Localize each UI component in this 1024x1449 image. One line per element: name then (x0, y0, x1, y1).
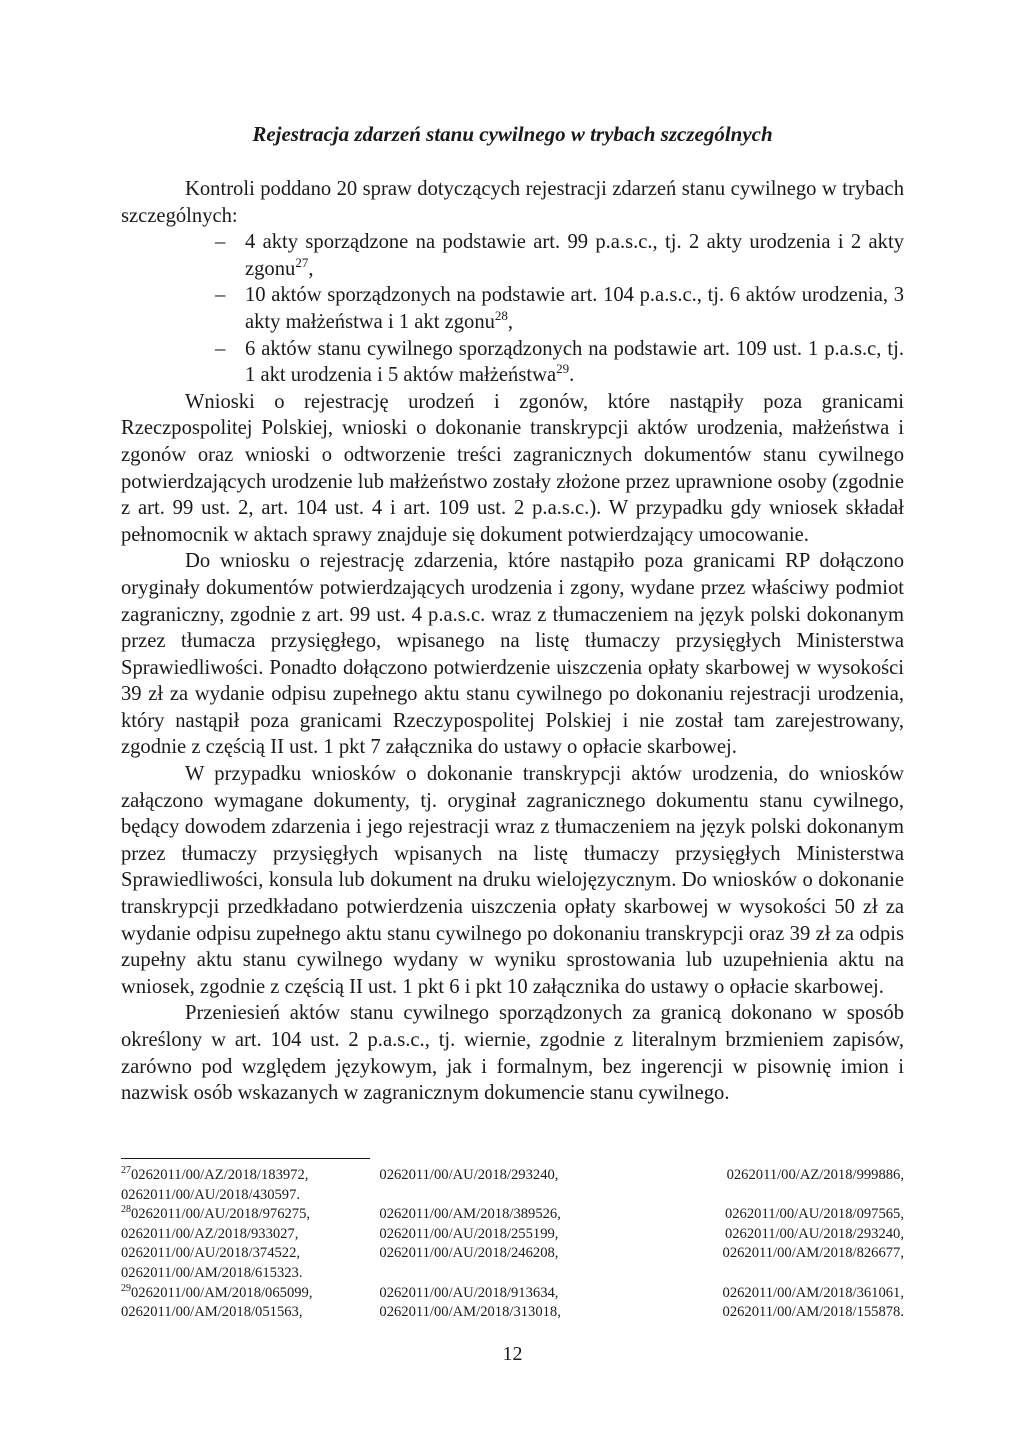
footnote-entry: 0262011/00/AM/2018/615323. (121, 1264, 303, 1281)
footnote-entry: 0262011/00/AU/2018/293240, (724, 1225, 904, 1242)
footnote-entry (646, 1264, 904, 1284)
intro-paragraph: Kontroli poddano 20 spraw dotyczących rejestracji zdarzeń stanu cywilnego w trybach szczególnych: (121, 178, 904, 227)
footnote-entry: 0262011/00/AZ/2018/999886, (726, 1167, 904, 1183)
footnote-entry (646, 1186, 904, 1206)
footnote-entry: 0262011/00/AU/2018/097565, (724, 1206, 904, 1223)
footnote-entry: 0262011/00/AU/2018/293240, (379, 1167, 559, 1183)
footnote-entry: 0262011/00/AU/2018/430597. (121, 1186, 301, 1203)
footnote-row (121, 1284, 904, 1304)
footnote-row (121, 1205, 904, 1225)
footnote-entry: 0262011/00/AU/2018/246208, (379, 1245, 559, 1262)
footnotes (121, 1166, 904, 1323)
list-item-text: 6 aktów stanu cywilnego sporządzonych na podstawie art. 109 ust. 1 p.a.s.c, tj. 1 akt urodzenia i 5 aktów małżeństwa (245, 337, 904, 387)
list-item-text: 4 akty sporządzone na podstawie art. 99 p.a.s.c., tj. 2 akty urodzenia i 2 akty zgonu (245, 231, 904, 280)
footnote-row (121, 1244, 904, 1264)
footnote-cell (121, 1166, 379, 1186)
footnote-number: 28 (121, 1204, 131, 1216)
footnote-entry: 0262011/00/AU/2018/374522, (121, 1245, 301, 1262)
footnote-entry (379, 1186, 645, 1206)
footnote-row (121, 1225, 904, 1245)
footnote-cell (121, 1284, 379, 1304)
footnote-ref: 27 (295, 254, 309, 270)
footnote-row (121, 1303, 904, 1323)
footnote-number: 29 (121, 1282, 131, 1294)
footnote-number: 27 (121, 1165, 131, 1177)
footnote-entry: 0262011/00/AM/2018/389526, (379, 1206, 561, 1223)
footnote-entry: 0262011/00/AM/2018/155878. (722, 1304, 904, 1321)
section-heading: Rejestracja zdarzeń stanu cywilnego w trybach szczególnych (252, 122, 773, 146)
footnote-ref: 28 (494, 308, 508, 324)
body-paragraph: Przeniesień aktów stanu cywilnego sporządzonych za granicą dokonano w sposób określony w art. 104 ust. 2 p.a.s.c., tj. wiernie, zgodnie z literalnym brzmieniem zapisów, zarówno pod względem językowym, jak i formalnym, bez ingerencji w pisownię imion i nazwisk osób wskazanych w zagranicznym dokumencie stanu cywilnego. (121, 1002, 904, 1105)
footnote-entry: 0262011/00/AM/2018/361061, (722, 1284, 904, 1301)
list-item-punct: , (308, 257, 314, 280)
list-item (245, 229, 904, 282)
footnote-entry: 0262011/00/AM/2018/313018, (379, 1304, 561, 1321)
footnote-entry: 0262011/00/AM/2018/051563, (121, 1304, 303, 1321)
body-paragraph: W przypadku wniosków o dokonanie transkrypcji aktów urodzenia, do wniosków załączono wymagane dokumenty, tj. oryginał zagranicznego dokumentu stanu cywilnego, będący dowodem zdarzenia i jego rejestracji wraz z tłumaczeniem na język polski dokonanym przez tłumaczy przysięgłych wpisanych na listę tłumaczy przysięgłych Ministerstwa Sprawiedliwości, konsula lub dokument na druku wielojęzycznym. Do wniosków o dokonanie transkrypcji przedkładano potwierdzenia uiszczenia opłaty skarbowej w wysokości 50 zł za wydanie odpisu zupełnego aktu stanu cywilnego po dokonaniu transkrypcji oraz 39 zł za odpis zupełny aktu stanu cywilnego wydany w wyniku sprostowania lub uzupełnienia aktu na wniosek, zgodnie z częścią II ust. 1 pkt 6 i pkt 10 załącznika do ustawy o opłacie skarbowej. (121, 763, 904, 998)
footnote-row (121, 1264, 904, 1284)
footnote-ref: 29 (556, 361, 570, 377)
footnote-row (121, 1186, 904, 1206)
footnote-entry: 0262011/00/AM/2018/065099, (131, 1284, 313, 1301)
footnote-entry: 0262011/00/AU/2018/913634, (379, 1284, 559, 1301)
footnote-row (121, 1166, 904, 1186)
list-item-punct: . (569, 364, 575, 387)
footnote-cell (121, 1205, 379, 1225)
document-body (121, 176, 904, 1107)
footnote-entry: 0262011/00/AU/2018/976275, (131, 1206, 311, 1223)
footnote-separator (121, 1158, 370, 1159)
footnote-entry: 0262011/00/AZ/2018/183972, (131, 1167, 309, 1183)
document-page (121, 0, 904, 1449)
footnote-entry (379, 1264, 645, 1284)
footnote-entry: 0262011/00/AU/2018/255199, (379, 1225, 559, 1242)
list-item-text: 10 aktów sporządzonych na podstawie art. 104 p.a.s.c., tj. 6 aktów urodzenia, 3 akty małżeństwa i 1 akt zgonu (245, 284, 904, 333)
footnote-entry: 0262011/00/AZ/2018/933027, (121, 1225, 299, 1242)
page-number: 12 (502, 1343, 523, 1365)
list-item-punct: , (507, 310, 514, 333)
footnote-entry: 0262011/00/AM/2018/826677, (722, 1245, 904, 1262)
body-paragraph: Wnioski o rejestrację urodzeń i zgonów, które nastąpiły poza granicami Rzeczpospolitej Polskiej, wnioski o dokonanie transkrypcji aktów urodzenia, małżeństwa i zgonów oraz wnioski o odtworzenie treści zagranicznych dokumentów stanu cywilnego potwierdzających urodzenie lub małżeństwo zostały złożone przez uprawnione osoby (zgodnie z art. 99 ust. 2, art. 104 ust. 4 i art. 109 ust. 2 p.a.s.c.). W przypadku gdy wniosek składał pełnomocnik w aktach sprawy znajduje się dokument potwierdzający umocowanie. (121, 390, 904, 546)
list-item (245, 282, 904, 335)
case-list (121, 229, 904, 389)
body-paragraph: Do wniosku o rejestrację zdarzenia, które nastąpiło poza granicami RP dołączono oryginały dokumentów potwierdzających urodzenia i zgony, wydane przez właściwy podmiot zagraniczny, zgodnie z art. 99 ust. 4 p.a.s.c. wraz z tłumaczeniem na język polski dokonanym przez tłumacza przysięgłego, wpisanego na listę tłumaczy przysięgłych Ministerstwa Sprawiedliwości. Ponadto dołączono potwierdzenie uiszczenia opłaty skarbowej w wysokości 39 zł za wydanie odpisu zupełnego aktu stanu cywilnego po dokonaniu rejestracji urodzenia, który nastąpił poza granicami Rzeczypospolitej Polskiej i nie został tam zarejestrowany, zgodnie z częścią II ust. 1 pkt 7 załącznika do ustawy o opłacie skarbowej. (121, 550, 904, 759)
list-item (245, 336, 904, 389)
